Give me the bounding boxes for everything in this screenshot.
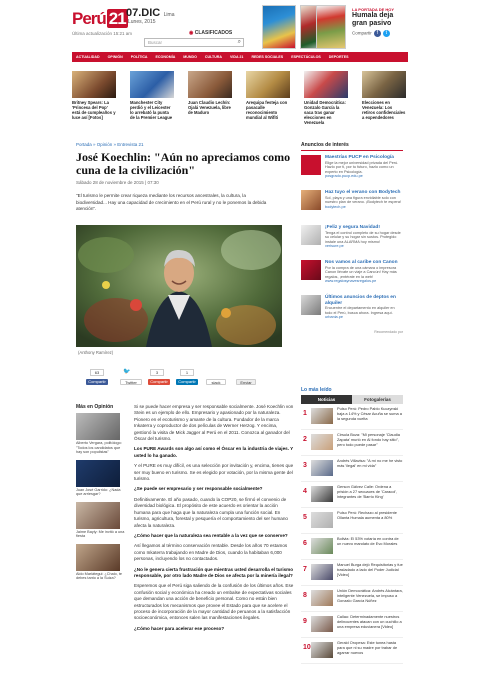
nav-item[interactable]: ECONOMÍA bbox=[155, 55, 176, 59]
ads-heading: Anuncios de interés bbox=[301, 142, 403, 151]
rank-number: 5 bbox=[303, 514, 307, 521]
rank-number: 2 bbox=[303, 436, 307, 443]
rank-number: 8 bbox=[303, 592, 307, 599]
ads-powered: Recomendado por bbox=[374, 330, 403, 334]
most-read-heading: Lo más leído bbox=[301, 387, 332, 393]
strip-item[interactable]: Britney Spears: La 'Princesa del Pop' está de cumpleaños y luce así [Fotos] bbox=[72, 71, 116, 120]
paragraph: Si se puede hacer empresa y ser responsable socialmente. José Koechlin von Stein es un ejemplo de ello. Empresario y apasionado por la naturaleza. Pionero en el ecoturismo y amante de la cultura. Fundador de la marca Inkaterra y coproductor de dos películas de Werner Herzog. Y encima, gestionó la visita de Mick Jagger al Perú en el 2011. Conozca al ganador del Óscar del turismo. bbox=[134, 404, 294, 442]
nav-item[interactable]: REDES SOCIALES bbox=[251, 55, 284, 59]
list-item[interactable]: Juan José Garrido: ¿Nada que arriesgar? bbox=[76, 460, 126, 497]
search-input[interactable]: Buscar ⌕ bbox=[144, 38, 244, 47]
list-item[interactable]: Alberto Vergara, politólogo: "Todos los candidatos que hay son populistas" bbox=[76, 413, 126, 455]
thumbnail bbox=[311, 590, 333, 606]
most-read bbox=[301, 387, 403, 664]
strip-item[interactable]: Elecciones en Venezuela: Los retiros confidenciales a expendedores bbox=[362, 71, 406, 120]
twitter-icon: 🐦 bbox=[123, 369, 131, 375]
rank-number: 7 bbox=[303, 566, 307, 573]
linkedin-count: 1 bbox=[180, 369, 194, 376]
email-share-button[interactable]: Enviar bbox=[236, 379, 256, 385]
most-read-item[interactable] bbox=[301, 562, 403, 586]
date-box bbox=[126, 7, 174, 25]
promo-headline: Humala deja bbox=[352, 12, 394, 19]
article-date: Sábado 28 de noviembre de 2015 | 07:30 bbox=[76, 180, 159, 185]
linkedin-share-button[interactable]: Compartir bbox=[176, 379, 198, 385]
thumbnail bbox=[311, 486, 333, 502]
article-lede: "El turismo le permite crear riqueza mediante los recursos ancestrales, la cultura, la biodiversidad... Hay una capacidad de crecimiento en el Perú rural y no le ponemos la debida atención". bbox=[76, 193, 267, 211]
facebook-count: 63 bbox=[90, 369, 104, 376]
nav-item[interactable]: ACTUALIDAD bbox=[76, 55, 100, 59]
cover-thumbnail-3[interactable] bbox=[316, 5, 346, 49]
paragraph: Así llegamos al término conservación rentable. Desde los años 70 estamos como Inkaterra trabajando en Madre de Dios, cuando la habitaban 6,000 personas, incluyendo los no contactados. bbox=[134, 543, 288, 562]
rank-number: 10 bbox=[303, 644, 311, 651]
nav-item[interactable]: MUNDO bbox=[183, 55, 197, 59]
thumbnail bbox=[311, 512, 333, 528]
date-weekday: Lunes, 2015 bbox=[128, 19, 156, 25]
date-day: 07.DIC bbox=[126, 7, 161, 19]
ads-sidebar bbox=[301, 142, 403, 334]
thumbnail bbox=[311, 538, 333, 554]
interview-question: ¿Cómo hacer que la naturaleza sea rentable a la vez que se conserve? bbox=[134, 532, 288, 538]
paragraph: Esperemos que el Perú siga saliendo de la confusión de los últimos años. Ese confusión social y económica ha creado un embalse de expectativas sociales que demandan una acción de beneficio personal. Como no están bien estructurados los mecanismos que provee el Estado para que se acelere el proceso de incorporación de la mayor cantidad de peruanos a la satisfacción socioeconómica, entonces salen las manifestaciones ilegales. bbox=[134, 583, 294, 621]
twitter-share-button[interactable]: Twitter bbox=[120, 379, 142, 385]
thumbnail bbox=[311, 564, 333, 580]
headline: Unión Democrática: Andrés Alcántara, inteligente Venezuela, se impuso a Gonzalo García Núñez bbox=[337, 588, 403, 603]
ad-item[interactable]: Haz tuyo el verano con Bodytech Sol, playa y una figura envidiable solo con nuestro plan de verano. ¡Bodytech te espera! bodytech.pe bbox=[301, 190, 403, 224]
facebook-share-button[interactable]: Compartir bbox=[86, 379, 108, 385]
most-read-item[interactable] bbox=[301, 614, 403, 638]
twitter-count: 3 bbox=[150, 369, 164, 376]
rank-number: 4 bbox=[303, 488, 307, 495]
headline: Pulso Perú: Pedro Pablo Kuczynski baja a 14% y César Acuña se suma a la segunda vuelta bbox=[337, 406, 402, 421]
nav-item[interactable]: OPINIÓN bbox=[107, 55, 123, 59]
most-read-item[interactable] bbox=[301, 510, 403, 534]
site-logo[interactable]: Perú 21 bbox=[72, 7, 122, 31]
thumbnail bbox=[311, 642, 333, 658]
breadcrumb[interactable]: Portada » Opinión » Entrevista 21 bbox=[76, 142, 144, 147]
rank-number: 6 bbox=[303, 540, 307, 547]
headline: Callao: Determinadamente nuestros delincuentes atacan con un cuchillo a una empresa eduvianera [Video] bbox=[337, 614, 402, 629]
interview-question: ¿No le genera cierta frustración que mientras usted desarrolla el turismo responsable, por otro lado Madre de Dios se afecta por la minería ilegal? bbox=[134, 566, 294, 578]
twitter-icon[interactable]: t bbox=[383, 30, 390, 37]
thumbnail bbox=[311, 460, 333, 476]
thumbnail bbox=[311, 616, 333, 632]
slack-share-button[interactable]: slack bbox=[206, 379, 226, 385]
article-photo bbox=[76, 225, 282, 347]
cover-thumbnail-1[interactable] bbox=[262, 5, 296, 49]
main-nav bbox=[72, 52, 408, 62]
paragraph: Y el PURE es muy difícil, es una selección por invitación y, encima, tienes que ser muy bueno en turismo. Se es elegido por votación, por la misma gente del turismo. bbox=[134, 463, 294, 482]
article-body bbox=[134, 404, 294, 636]
headline: Gerald Oropesa: Este tunea hasta para que ni su madre por trabar de agarrar nuevos bbox=[337, 640, 398, 655]
promo-headline-2: gran pasivo bbox=[352, 20, 392, 27]
nav-item[interactable]: DEPORTES bbox=[328, 55, 349, 59]
photo-caption: (Anthony Ramírez) bbox=[78, 350, 114, 355]
interview-question: ¿Se puede ser empresario y ser responsable socialmente? bbox=[134, 486, 263, 492]
search-icon[interactable]: ⌕ bbox=[237, 39, 241, 45]
thumbnail bbox=[311, 408, 333, 424]
headline: Andrés Villavisa: "A mí no me he visto más 'ilegal' en mi vida" bbox=[337, 458, 403, 468]
nav-item[interactable]: VIDA 21 bbox=[229, 55, 244, 59]
ad-item[interactable]: Últimos anuncios de deptos en alquiler Encuentre el departamento en alquiler en todo el Perú, busca ahora. Ingresa aquí. urbania.pe bbox=[301, 295, 403, 329]
most-read-item[interactable] bbox=[301, 458, 403, 482]
most-read-tabs bbox=[301, 395, 403, 404]
rank-number: 9 bbox=[303, 618, 307, 625]
most-read-item[interactable] bbox=[301, 432, 403, 456]
top-stories-strip bbox=[72, 71, 408, 129]
promo-kicker: LA PORTADA DE HOY bbox=[352, 7, 395, 12]
nav-item[interactable]: CULTURA bbox=[204, 55, 222, 59]
clasificados-link[interactable]: ◉ CLASIFICADOS bbox=[189, 30, 233, 36]
most-read-item[interactable] bbox=[301, 640, 403, 664]
rank-number: 1 bbox=[303, 410, 307, 417]
headline: Cirsula Boza: "Mi personaje 'Claudia Zapata' murió en Al fondo hay sitio", pero todo puede pasar" bbox=[337, 432, 400, 447]
thumbnail bbox=[311, 434, 333, 450]
headline: Gerson Gálvez Calle: Ordena a prisión a 27 secuaces de 'Caracol', integrantes de 'Barrio King' bbox=[337, 484, 398, 499]
most-read-item[interactable] bbox=[301, 588, 403, 612]
headline: Pulso Perú: Rechazo al presidente Ollanta Humala aumenta a 80% bbox=[337, 510, 397, 520]
tab-news[interactable]: Noticias bbox=[301, 395, 352, 404]
promo-share: Compartir f t bbox=[352, 30, 412, 37]
headline: Manuel Burga dejó Requisitorias y fue trasladado a lado del Poder Judicial [Video] bbox=[337, 562, 403, 577]
ad-item[interactable]: Maestrías PUCP en Psicología Elige la mejor universidad privada del Perú. Hazlo por ti, por tu futuro, hazlo como un experto en Psicología. posgrado.pucp.edu.pe bbox=[301, 155, 403, 189]
nav-item[interactable]: ESPECTÁCULOS bbox=[291, 55, 321, 59]
rank-number: 3 bbox=[303, 462, 307, 469]
ad-item[interactable]: Nos vamos al caribe con Canon Por la compra de una cámara o impresora Canon llévate un viaje a Cancún! Hay más regalos, ¡entérate en la web! www.regalosynavesregalos.pe bbox=[301, 260, 403, 294]
clasificados-icon: ◉ bbox=[189, 30, 194, 36]
list-item[interactable]: Jaime Bayly: Me invitó a una fiesta bbox=[76, 502, 126, 539]
strip-item[interactable]: Juan Claudio Lechín: Ojalá Venezuela, libre de Maduro bbox=[188, 71, 232, 115]
tab-photos[interactable]: Fotogalerías bbox=[352, 395, 403, 404]
strip-item[interactable]: Arequipa festeja con pasacalle reconocimiento mundial al Wifiti bbox=[246, 71, 290, 120]
strip-item[interactable]: Manchester City perdió y el Leicester lo arrebató la punta de la Premier League bbox=[130, 71, 174, 120]
strip-item[interactable]: Unidad Democrática: Gonzalo García la saca tras ganar elecciones en Venezuela bbox=[304, 71, 348, 125]
today-cover-promo[interactable] bbox=[352, 7, 412, 37]
most-read-item[interactable] bbox=[301, 406, 403, 430]
more-opinion-heading: Más en Opinión bbox=[76, 404, 114, 410]
most-read-item[interactable] bbox=[301, 484, 403, 508]
headline: Bolivia: El 53% votaría en contra de un nuevo mandato de Evo Morales bbox=[337, 536, 399, 546]
share-bar bbox=[86, 369, 286, 391]
most-read-item[interactable] bbox=[301, 536, 403, 560]
googleplus-share-button[interactable]: Compartir bbox=[148, 379, 170, 385]
date-city: Lima bbox=[163, 12, 175, 18]
interview-question: ¿Cómo hacer para acelerar ese proceso? bbox=[134, 625, 225, 631]
list-item[interactable]: Aldo Mariátegui: ¿Chalo, te debes tanto a la Suiza? bbox=[76, 544, 126, 581]
more-opinion bbox=[76, 404, 126, 586]
nav-item[interactable]: POLÍTICA bbox=[130, 55, 148, 59]
paragraph: Definitivamente. El año pasado, cuando la COP20, se firmó el convenio de diversidad biológica. El propósito de este acuerdo es orientar la acción humana para que haga que la naturaleza cumpla una función social. En turismo, agricultura, forestal y pesquería el comportamiento del ser humano afecta la naturaleza. bbox=[134, 496, 288, 528]
interview-question: Los PURE Awards son algo así como el Óscar en la industria de viajes. Y usted lo ha ganado. bbox=[134, 446, 294, 458]
last-updated: Última actualización 15:21 am bbox=[72, 31, 133, 36]
article-title: José Koechlin: "Aún no apreciamos como cuna de la civilización" bbox=[76, 150, 291, 177]
ad-item[interactable]: ¡Feliz y segura Navidad! Tenga el control completo de su hogar desde su celular y su hogar sin sustos. Protegido instale una ALARMA hoy mismo! verisure.pe bbox=[301, 225, 403, 259]
facebook-icon[interactable]: f bbox=[374, 30, 381, 37]
site-header bbox=[72, 5, 408, 47]
